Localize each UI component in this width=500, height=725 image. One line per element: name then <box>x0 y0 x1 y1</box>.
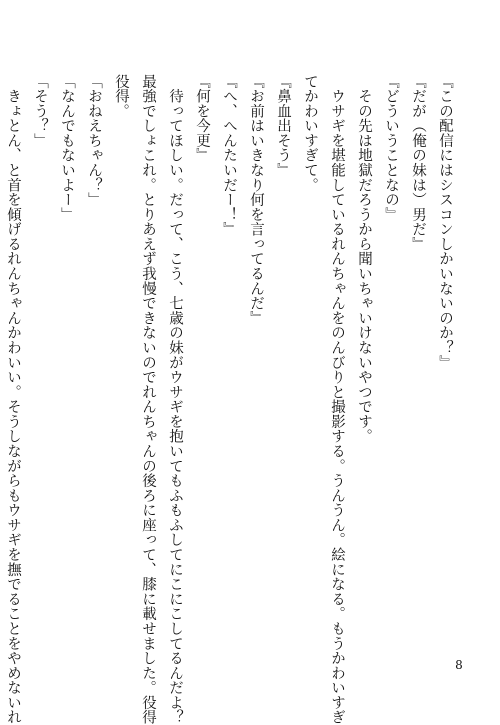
page-number: 8 <box>455 658 463 672</box>
text-line: 『何を今更』 <box>194 74 210 163</box>
text-line: 『鼻血出そう』 <box>275 74 291 178</box>
text-line: 「おねえちゃん？」 <box>86 74 102 208</box>
text-line: 待ってほしい。だって、こう、七歳の妹がウサギを抱いてもふもふしてにこにこしてるんだよ？ <box>167 74 183 725</box>
text-line: てかわいすぎて。 <box>302 74 318 193</box>
text-line: 『だが（俺の妹は）男だ』 <box>410 74 426 252</box>
vertical-text-body <box>5 74 458 725</box>
text-line: きょとん、と首を傾げるれんちゃんかわいい。そうしながらもウサギを撫でることをやめないれ <box>5 74 21 725</box>
text-line: 役得。 <box>113 74 129 119</box>
text-line: 最強でしょこれ。とりあえず我慢できないのでれんちゃんの後ろに座って、膝に載せました。役得 <box>140 74 156 725</box>
text-line: 『へ、へんたいだー！』 <box>221 74 237 237</box>
text-line: その先は地獄だろうから聞いちゃいけないやつです。 <box>356 74 372 444</box>
text-line: 「なんでもないよー」 <box>59 74 75 222</box>
text-line: 「そう？」 <box>32 74 48 148</box>
text-line: 『お前はいきなり何を言ってるんだ』 <box>248 74 264 326</box>
text-line: 『この配信にはシスコンしかいないのか？』 <box>437 74 453 370</box>
text-line: ウサギを堪能しているれんちゃんをのんびりと撮影する。うんうん。絵になる。もうかわいすぎ <box>329 74 345 725</box>
text-line: 『どういうことなの』 <box>383 74 399 222</box>
